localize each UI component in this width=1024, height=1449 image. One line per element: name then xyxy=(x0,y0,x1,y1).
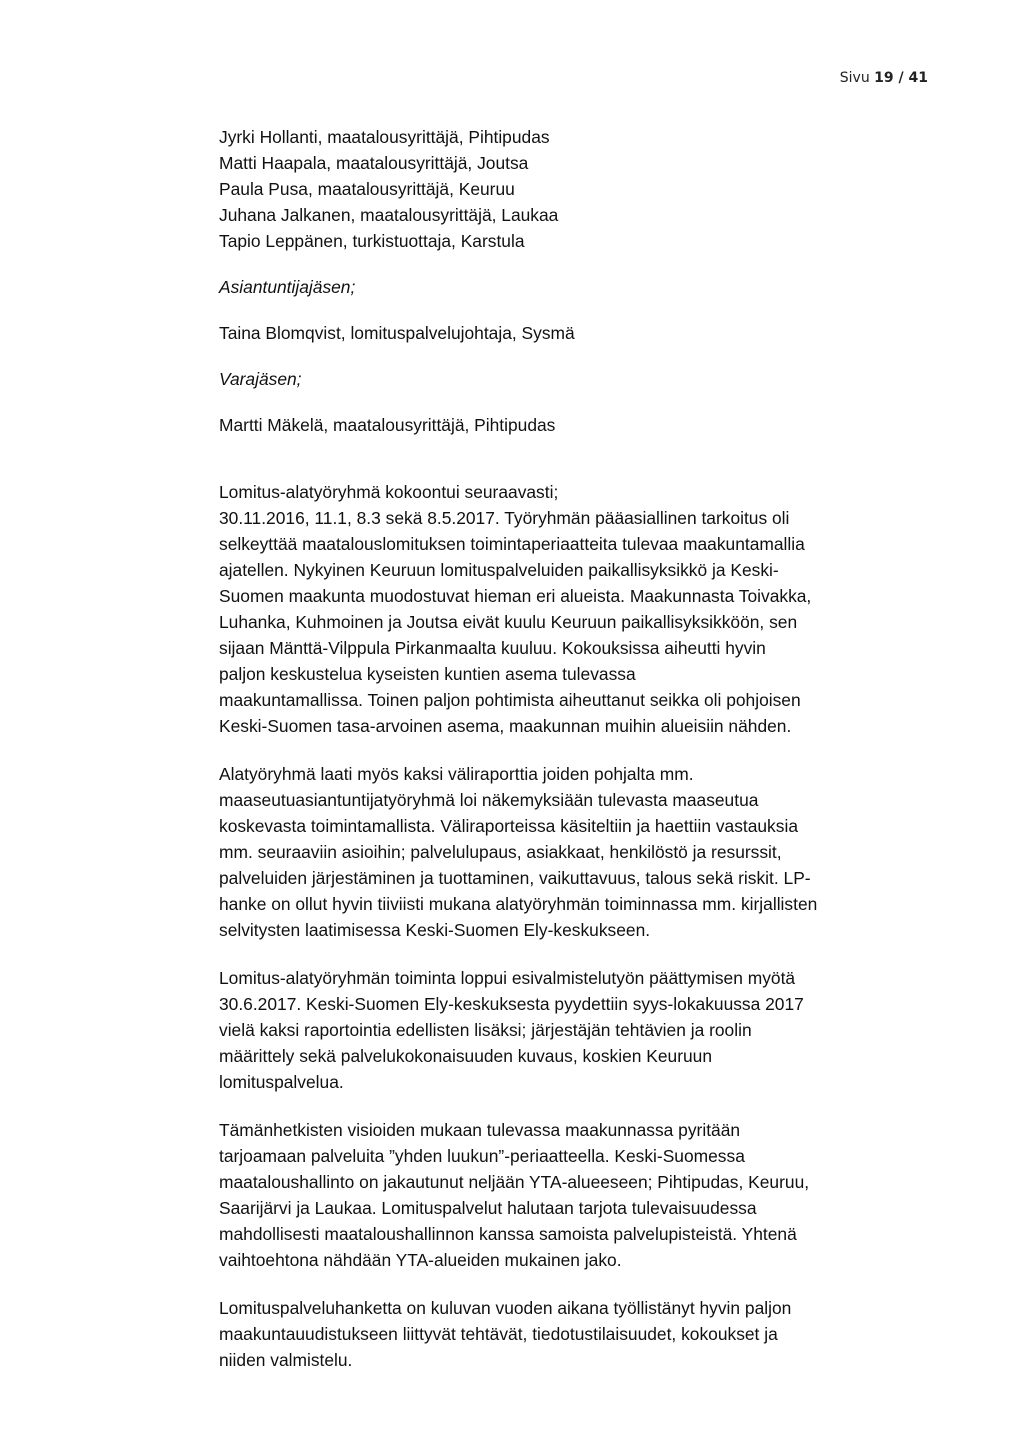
text-line: maakuntamallissa. Toinen paljon pohtimista aiheuttanut seikka oli pohjoisen xyxy=(219,690,801,710)
paragraph-interim-reports xyxy=(219,761,931,943)
member-item: Paula Pusa, maatalousyrittäjä, Keuruu xyxy=(219,179,515,199)
text-line: Alatyöryhmä laati myös kaksi väliraporttia joiden pohjalta mm. xyxy=(219,764,694,784)
page-number-total: 41 xyxy=(908,70,928,86)
text-line: palveluiden järjestäminen ja tuottaminen, vaikuttavuus, talous sekä riskit. LP- xyxy=(219,868,811,888)
paragraph-visions xyxy=(219,1117,931,1273)
expert-heading: Asiantuntijajäsen; xyxy=(219,277,356,297)
text-line: Lomitus-alatyöryhmän toiminta loppui esivalmistelutyön päättymisen myötä xyxy=(219,968,796,988)
text-line: ajatellen. Nykyinen Keuruun lomituspalveluiden paikallisyksikkö ja Keski- xyxy=(219,560,779,580)
deputy-heading: Varajäsen; xyxy=(219,369,302,389)
member-item: Matti Haapala, maatalousyrittäjä, Joutsa xyxy=(219,153,529,173)
text-line: sijaan Mänttä-Vilppula Pirkanmaalta kuuluu. Kokouksissa aiheutti hyvin xyxy=(219,638,766,658)
text-line: Saarijärvi ja Laukaa. Lomituspalvelut halutaan tarjota tulevaisuudessa xyxy=(219,1198,757,1218)
text-line: maaseutuasiantuntijatyöryhmä loi näkemyksiään tulevasta maaseutua xyxy=(219,790,759,810)
document-body xyxy=(219,124,931,1373)
deputy-member: Martti Mäkelä, maatalousyrittäjä, Pihtipudas xyxy=(219,415,556,435)
page-number xyxy=(840,70,928,86)
paragraph-end-of-work xyxy=(219,965,931,1095)
paragraph-workload xyxy=(219,1295,931,1373)
text-line: koskevasta toimintamallista. Väliraporteissa käsiteltiin ja haettiin vastauksia xyxy=(219,816,798,836)
member-list xyxy=(219,124,931,254)
text-line: Lomitus-alatyöryhmä kokoontui seuraavasti; xyxy=(219,482,559,502)
text-line: paljon keskustelua kyseisten kuntien asema tulevassa xyxy=(219,664,636,684)
member-item: Jyrki Hollanti, maatalousyrittäjä, Pihtipudas xyxy=(219,127,550,147)
text-line: lomituspalvelua. xyxy=(219,1072,344,1092)
text-line: Lomituspalveluhanketta on kuluvan vuoden aikana työllistänyt hyvin paljon xyxy=(219,1298,792,1318)
text-line: vaihtoehtona nähdään YTA-alueiden mukainen jako. xyxy=(219,1250,622,1270)
text-line: hanke on ollut hyvin tiiviisti mukana alatyöryhmän toiminnassa mm. kirjallisten xyxy=(219,894,818,914)
text-line: niiden valmistelu. xyxy=(219,1350,353,1370)
paragraph-meetings xyxy=(219,479,931,739)
text-line: selkeyttää maatalouslomituksen toimintaperiaatteita tulevaa maakuntamallia xyxy=(219,534,805,554)
text-line: tarjoamaan palveluita ”yhden luukun”-periaatteella. Keski-Suomessa xyxy=(219,1146,745,1166)
text-line: mahdollisesti maataloushallinnon kanssa samoista palvelupisteistä. Yhtenä xyxy=(219,1224,797,1244)
text-line: mm. seuraaviin asioihin; palvelulupaus, asiakkaat, henkilöstö ja resurssit, xyxy=(219,842,782,862)
text-line: Keski-Suomen tasa-arvoinen asema, maakunnan muihin alueisiin nähden. xyxy=(219,716,792,736)
text-line: 30.6.2017. Keski-Suomen Ely-keskuksesta pyydettiin syys-lokakuussa 2017 xyxy=(219,994,804,1014)
text-line: maakuntauudistukseen liittyvät tehtävät, tiedotustilaisuudet, kokoukset ja xyxy=(219,1324,778,1344)
page-number-prefix: Sivu xyxy=(839,70,875,86)
member-item: Juhana Jalkanen, maatalousyrittäjä, Laukaa xyxy=(219,205,559,225)
text-line: Tämänhetkisten visioiden mukaan tulevassa maakunnassa pyritään xyxy=(219,1120,741,1140)
text-line: Luhanka, Kuhmoinen ja Joutsa eivät kuulu Keuruun paikallisyksikköön, sen xyxy=(219,612,798,632)
text-line: Suomen maakunta muodostuvat hieman eri alueista. Maakunnasta Toivakka, xyxy=(219,586,812,606)
page-number-separator: / xyxy=(893,70,909,86)
text-line: määrittely sekä palvelukokonaisuuden kuvaus, koskien Keuruun xyxy=(219,1046,713,1066)
text-line: 30.11.2016, 11.1, 8.3 sekä 8.5.2017. Työryhmän pääasiallinen tarkoitus oli xyxy=(219,508,790,528)
text-line: selvitysten laatimisessa Keski-Suomen Ely-keskukseen. xyxy=(219,920,651,940)
text-line: maataloushallinto on jakautunut neljään YTA-alueeseen; Pihtipudas, Keuruu, xyxy=(219,1172,810,1192)
text-line: vielä kaksi raportointia edellisten lisäksi; järjestäjän tehtävien ja roolin xyxy=(219,1020,752,1040)
page-number-current: 19 xyxy=(874,70,894,86)
member-item: Tapio Leppänen, turkistuottaja, Karstula xyxy=(219,231,525,251)
expert-member: Taina Blomqvist, lomituspalvelujohtaja, Sysmä xyxy=(219,323,575,343)
